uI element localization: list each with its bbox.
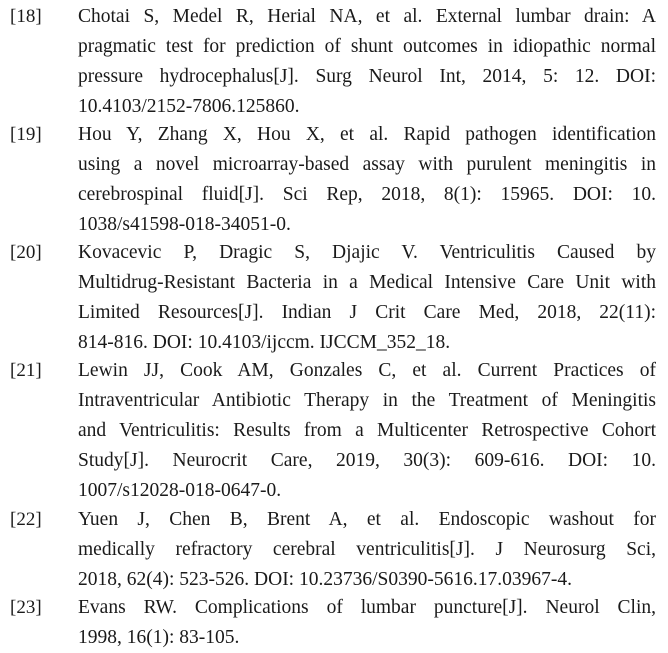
reference-text-line: and Ventriculitis: Results from a Multicenter Retrospective Cohort — [78, 420, 656, 441]
reference-text-line: pragmatic test for prediction of shunt outcomes in idiopathic normal — [78, 36, 656, 57]
reference-text-line: Evans RW. Complications of lumbar puncture[J]. Neurol Clin, — [78, 597, 656, 618]
reference-text-line: using a novel microarray-based assay with purulent meningitis in — [78, 154, 656, 175]
reference-text-line: pressure hydrocephalus[J]. Surg Neurol Int, 2014, 5: 12. DOI: — [78, 66, 656, 87]
reference-number: [23] — [10, 597, 42, 618]
reference-number: [18] — [10, 6, 42, 27]
reference-text-line: Lewin JJ, Cook AM, Gonzales C, et al. Current Practices of — [78, 360, 656, 381]
reference-text-line: medically refractory cerebral ventriculitis[J]. J Neurosurg Sci, — [78, 539, 656, 560]
reference-text-line: Yuen J, Chen B, Brent A, et al. Endoscopic washout for — [78, 509, 656, 530]
reference-number: [20] — [10, 242, 42, 263]
reference-text-line: cerebrospinal fluid[J]. Sci Rep, 2018, 8(1): 15965. DOI: 10. — [78, 184, 656, 205]
reference-number: [19] — [10, 124, 42, 145]
reference-text-line: Chotai S, Medel R, Herial NA, et al. External lumbar drain: A — [78, 6, 656, 27]
reference-text-line: Kovacevic P, Dragic S, Djajic V. Ventriculitis Caused by — [78, 242, 656, 263]
reference-text-line: 10.4103/2152-7806.125860. — [78, 96, 300, 117]
reference-text-line: Intraventricular Antibiotic Therapy in the Treatment of Meningitis — [78, 390, 656, 411]
reference-text-line: Study[J]. Neurocrit Care, 2019, 30(3): 609-616. DOI: 10. — [78, 450, 656, 471]
reference-text-line: 1038/s41598-018-34051-0. — [78, 214, 291, 235]
reference-text-line: 1007/s12028-018-0647-0. — [78, 480, 282, 501]
reference-text-line: Limited Resources[J]. Indian J Crit Care Med, 2018, 22(11): — [78, 302, 656, 323]
reference-number: [22] — [10, 509, 42, 530]
reference-text-line: 1998, 16(1): 83-105. — [78, 627, 240, 648]
reference-number: [21] — [10, 360, 42, 381]
reference-text-line: 2018, 62(4): 523-526. DOI: 10.23736/S0390-5616.17.03967-4. — [78, 569, 572, 590]
reference-text-line: Multidrug-Resistant Bacteria in a Medical Intensive Care Unit with — [78, 272, 656, 293]
reference-text-line: Hou Y, Zhang X, Hou X, et al. Rapid pathogen identification — [78, 124, 656, 145]
reference-text-line: 814-816. DOI: 10.4103/ijccm. IJCCM_352_18. — [78, 332, 451, 353]
